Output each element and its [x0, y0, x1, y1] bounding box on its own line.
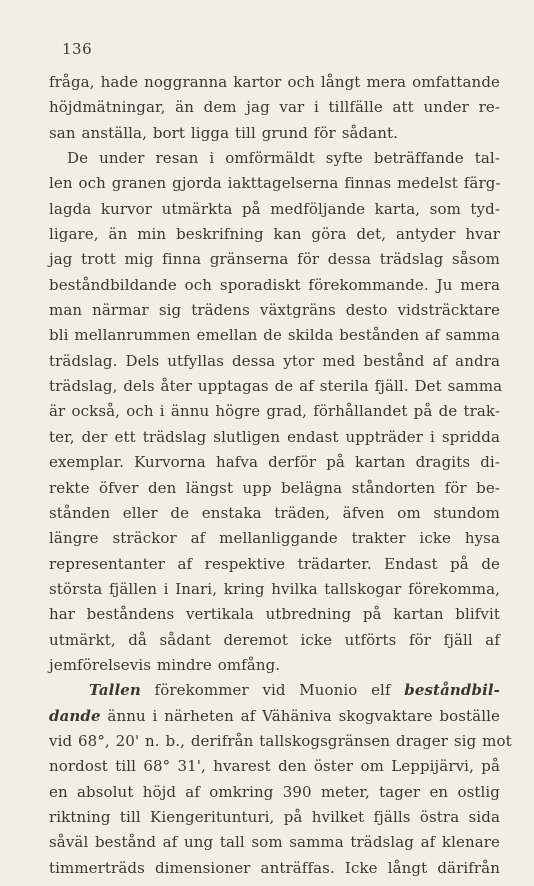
text-line-10: man närmar sig trädens växtgräns desto vidsträcktare: [49, 301, 500, 320]
text-line-2: höjdmätningar, än dem jag var i tillfälle att under re-: [49, 98, 500, 117]
italic-term-dande: dande: [49, 706, 101, 725]
text-line-1: fråga, hade noggranna kartor och långt mera omfattande: [49, 73, 500, 91]
text-line-23: utmärkt, då sådant deremot icke utförts för fjäll af: [49, 630, 500, 649]
text-line-22: har beståndens vertikala utbredning på kartan blifvit: [49, 605, 500, 624]
text-line-12: trädslag. Dels utfyllas dessa ytor med bestånd af andra: [49, 351, 500, 370]
text-line-25-middle: förekommer vid Muonio elf: [140, 681, 405, 700]
text-line-13: trädslag, dels åter upptagas de af sterila fjäll. Det samma: [49, 377, 503, 396]
text-line-19: längre sträckor af mellanliggande trakter icke hysa: [49, 529, 500, 548]
text-line-4: De under resan i omförmäldt syfte beträffande tal-: [67, 149, 500, 168]
body-text: [49, 70, 512, 881]
text-line-16: exemplar. Kurvorna hafva derför på kartan dragits di-: [49, 453, 500, 472]
text-line-11: bli mellanrummen emellan de skilda bestånden af samma: [49, 326, 501, 345]
text-line-29: en absolut höjd af omkring 390 meter, tager en ostlig: [49, 782, 500, 801]
text-line-26-rest: ännu i närheten af Vähäniva skogvaktare boställe: [100, 706, 500, 725]
text-line-18: stånden eller de enstaka träden, äfven om stundom: [49, 503, 500, 522]
text-line-27: vid 68°, 20' n. b., derifrån tallskogsgränsen drager sig mot: [49, 731, 512, 750]
text-line-28: nordost till 68° 31', hvarest den öster om Leppijärvi, på: [49, 757, 500, 776]
text-line-17: rekte öfver den längst upp belägna ståndorten för be-: [49, 478, 500, 497]
text-line-7: ligare, än min beskrifning kan göra det, antyder hvar: [49, 225, 500, 244]
text-line-32: timmerträds dimensioner anträffas. Icke långt därifrån: [49, 858, 500, 877]
text-line-8: jag trott mig finna gränserna för dessa trädslag såsom: [49, 250, 500, 269]
italic-term-bestandbil: beståndbil-: [404, 681, 500, 700]
text-line-20: representanter af respektive trädarter. Endast på de: [49, 554, 500, 573]
text-line-26: [49, 704, 500, 729]
text-line-24: jemförelsevis mindre omfång.: [49, 655, 281, 674]
text-line-6: lagda kurvor utmärkta på medföljande karta, som tyd-: [49, 199, 500, 218]
text-line-9: beståndbildande och sporadiskt förekommande. Ju mera: [49, 275, 500, 294]
text-line-30: riktning till Kiengeritunturi, på hvilket fjälls östra sida: [49, 807, 500, 826]
text-line-25: [49, 678, 500, 703]
page-number: 136: [62, 40, 93, 58]
text-line-31: såväl bestånd af ung tall som samma trädslag af klenare: [49, 833, 500, 852]
text-line-15: ter, der ett trädslag slutligen endast uppträder i spridda: [49, 427, 500, 446]
text-line-14: är också, och i ännu högre grad, förhållandet på de trak-: [49, 402, 500, 421]
text-line-3: san anställa, bort ligga till grund för sådant.: [49, 123, 399, 142]
text-line-21: största fjällen i Inari, kring hvilka tallskogar förekomma,: [49, 579, 500, 598]
text-line-5: len och granen gjorda iakttagelserna finnas medelst färg-: [49, 174, 501, 193]
italic-term-tallen: Tallen: [89, 681, 141, 700]
